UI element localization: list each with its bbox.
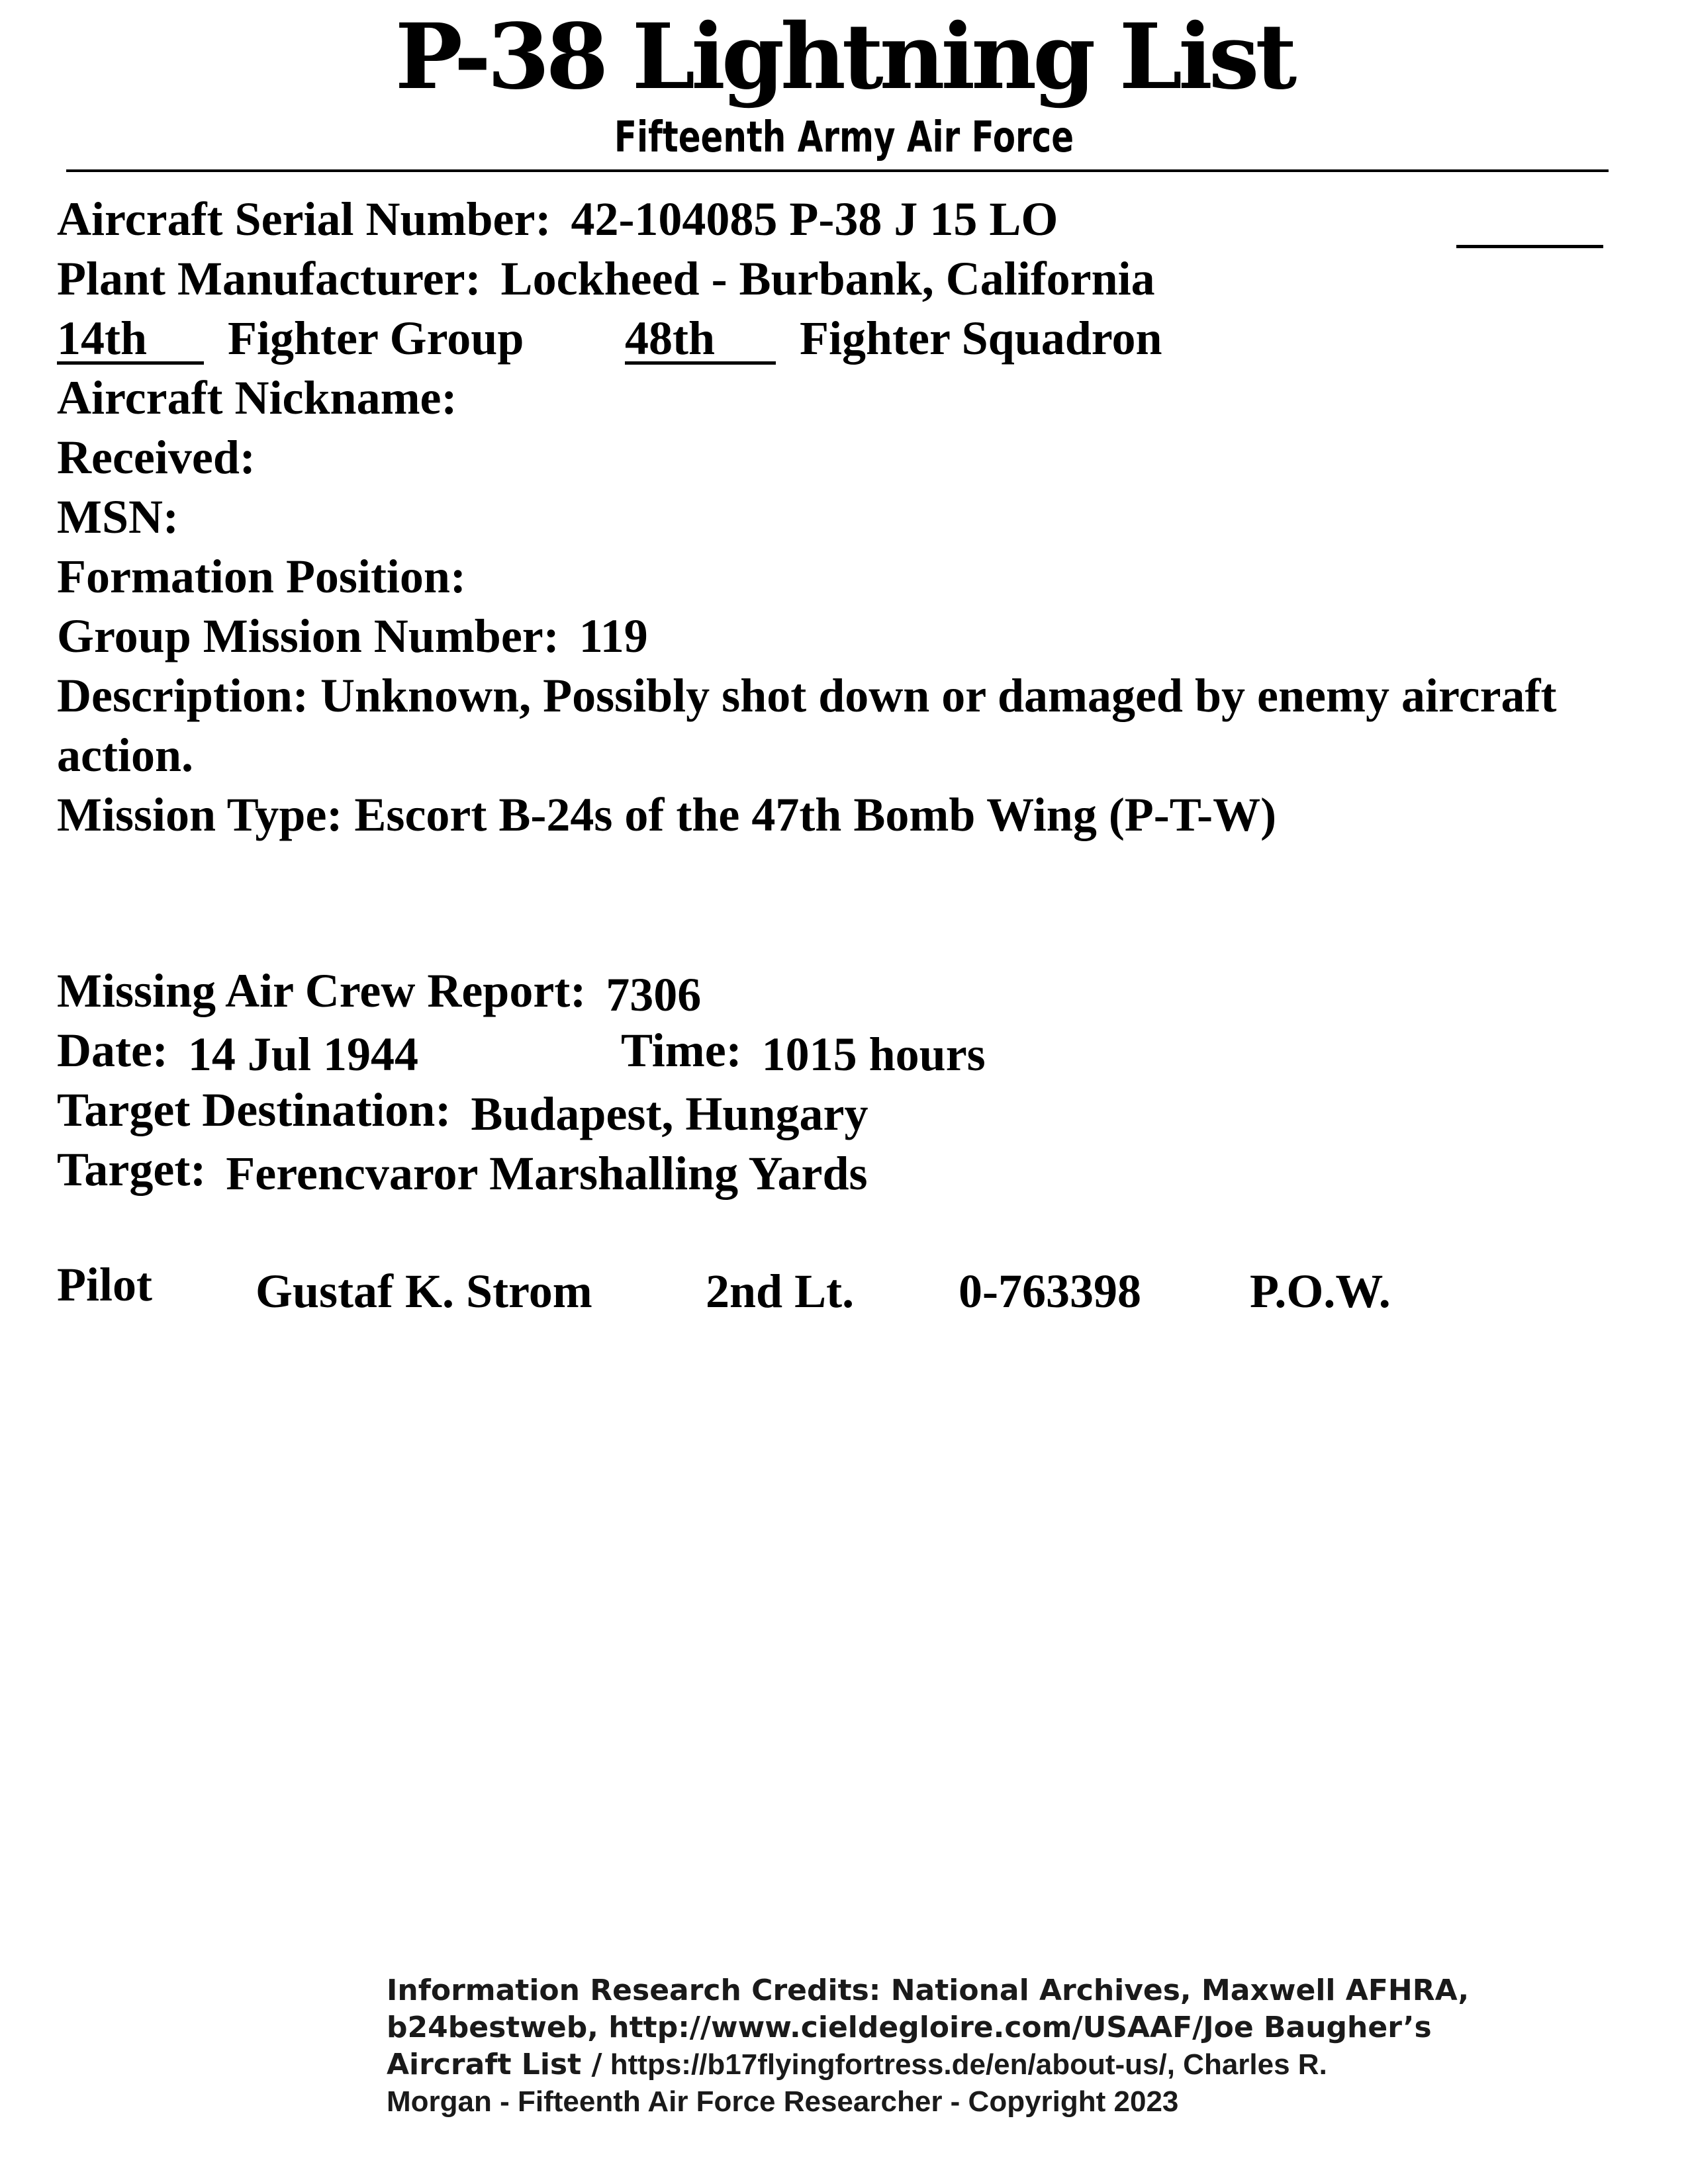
crew-rank: 2nd Lt. (706, 1265, 855, 1318)
description-text-cont: action. (57, 729, 193, 782)
credits-text: https://b17flyingfortress.de/en/about-us/, Charles R. (602, 2048, 1327, 2081)
target-value: Ferencvaror Marshalling Yards (226, 1147, 868, 1200)
formation-label: Formation Position: (57, 550, 466, 603)
nickname-label: Aircraft Nickname: (57, 371, 457, 424)
manufacturer-row (57, 249, 1155, 308)
crew-serial: 0-763398 (959, 1265, 1141, 1318)
time-value: 1015 hours (761, 1028, 986, 1081)
page-subtitle: Fifteenth Army Air Force (614, 113, 1074, 162)
time-row (621, 1021, 986, 1080)
manufacturer-label: Plant Manufacturer: (57, 252, 481, 305)
description-row (57, 666, 1556, 725)
date-label: Date: (57, 1024, 168, 1077)
description-label: Description: (57, 669, 308, 722)
crew-status: P.O.W. (1250, 1265, 1391, 1318)
group-value: 14th (57, 315, 204, 365)
crew-name: Gustaf K. Strom (256, 1265, 592, 1318)
credits-line: b24bestweb, http://www.cieldegloire.com/USAAF/Joe Baugher’s (387, 2011, 1432, 2044)
squadron-row (625, 308, 1162, 368)
target-row (57, 1140, 868, 1199)
target-destination-value: Budapest, Hungary (471, 1087, 868, 1140)
credits-text: Aircraft List / (387, 2048, 602, 2081)
target-label: Target: (57, 1143, 207, 1196)
squadron-value: 48th (625, 315, 776, 365)
description-text: Unknown, Possibly shot down or damaged by enemy aircraft (320, 669, 1557, 722)
group-row (57, 308, 524, 368)
serial-blank-line (1456, 212, 1603, 248)
group-mission-row (57, 606, 648, 666)
credits-line (387, 2046, 1469, 2083)
time-label: Time: (621, 1024, 742, 1077)
target-destination-label: Target Destination: (57, 1083, 451, 1136)
serial-row (57, 189, 1058, 249)
crew-role: Pilot (57, 1258, 152, 1311)
macr-value: 7306 (606, 968, 702, 1021)
msn-label: MSN: (57, 490, 179, 543)
macr-label: Missing Air Crew Report: (57, 964, 586, 1017)
serial-label: Aircraft Serial Number: (57, 193, 551, 246)
credits-block (387, 1972, 1469, 2120)
manufacturer-value: Lockheed - Burbank, California (500, 252, 1155, 305)
serial-value: 42-104085 P-38 J 15 LO (571, 193, 1058, 246)
group-mission-value: 119 (579, 610, 648, 662)
date-value: 14 Jul 1944 (187, 1028, 418, 1081)
mission-type-value: Escort B-24s of the 47th Bomb Wing (P-T-W) (354, 788, 1277, 841)
header-divider (66, 169, 1609, 172)
group-label: Fighter Group (228, 312, 524, 365)
credits-line: Information Research Credits: National Archives, Maxwell AFHRA, (387, 1974, 1470, 2007)
squadron-label: Fighter Squadron (800, 312, 1162, 365)
mission-type-row (57, 785, 1276, 844)
target-destination-row (57, 1080, 868, 1140)
macr-row (57, 961, 701, 1021)
date-row (57, 1021, 418, 1080)
credits-line: Morgan - Fifteenth Air Force Researcher - Copyright 2023 (387, 2085, 1179, 2118)
mission-type-label: Mission Type: (57, 788, 343, 841)
page-title: P-38 Lightning List (395, 4, 1293, 110)
group-mission-label: Group Mission Number: (57, 610, 559, 662)
received-label: Received: (57, 431, 256, 484)
